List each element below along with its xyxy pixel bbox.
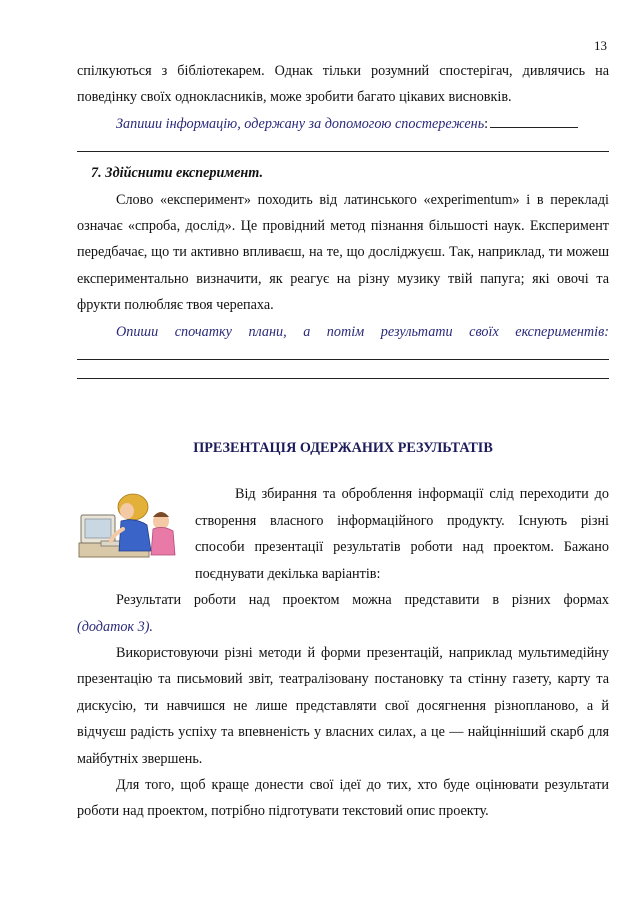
paragraph-result-forms-text: Результати роботи над проектом можна представити в різних формах — [116, 592, 609, 609]
answer-line — [77, 378, 609, 379]
task-experiment: Опиши спочатку плани, а потім результати своїх експериментів: — [116, 323, 609, 340]
appendix-reference: (додаток 3). — [77, 618, 153, 635]
task-observation-text: Запиши інформацію, одержану за допомогою спостережень — [116, 115, 485, 132]
paragraph-observation-end: спілкуються з бібліотекарем. Однак тільки розумний спостерігач, дивлячись на поведінку своїх однокласників, може зробити багато цікавих висновків. — [77, 63, 609, 106]
answer-line — [77, 359, 609, 360]
section-title-presentation: ПРЕЗЕНТАЦІЯ ОДЕРЖАНИХ РЕЗУЛЬТАТІВ — [193, 440, 493, 457]
task-observation — [77, 111, 609, 137]
paragraph-presentation-intro: Від збирання та оброблення інформації слід переходити до створення власного інформаційного продукту. Існують різні способи презентації результатів роботи над проектом. Бажано поєднувати декілька варіантів: — [195, 486, 609, 582]
page-number: 13 — [594, 38, 607, 53]
paragraph-result-forms — [77, 587, 609, 613]
paragraph-experiment: Слово «експеримент» походить від латинського «experimentum» і в перекладі означає «спроба, дослід». Це провідний метод пізнання більшості наук. Експеримент передбачає, що ти активно впливаєш, на те, що досліджуєш. Так, наприклад, ти можеш експериментально визначити, як реагує на різну музику твій папуга; які овочі та фрукти полюбляє твоя черепаха. — [77, 191, 609, 314]
section-heading-experiment: 7. Здійснити експеримент. — [91, 165, 264, 182]
appendix-reference-line — [77, 614, 609, 640]
page-content — [77, 58, 609, 825]
woman-and-child-at-computer-illustration — [77, 485, 191, 563]
answer-line — [77, 151, 609, 152]
task-observation-colon: : — [484, 115, 489, 132]
paragraph-text-description: Для того, щоб краще донести свої ідеї до тих, хто буде оцінювати результати роботи над проектом, потрібно підготувати текстовий опис проекту. — [77, 776, 609, 820]
paragraph-methods: Використовуючи різні методи й форми презентацій, наприклад мультимедійну презентацію та письмовий звіт, театралізовану постановку та стінну газету, карту та дискусію, ти навчишся не лише представляти свої досягнення різнопланово, а й відчуєш радість успіху та впевненість у власних силах, а це — найцінніший скарб для майбутніх звершень. — [77, 644, 609, 767]
illustrated-paragraph — [77, 481, 609, 587]
answer-line-inline — [490, 127, 578, 128]
